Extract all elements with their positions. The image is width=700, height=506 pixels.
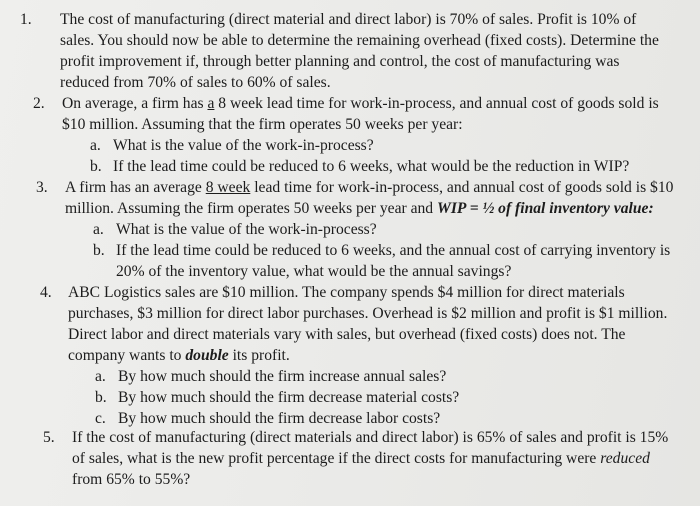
question-4c-text: By how much should the firm decrease labor costs? (118, 410, 441, 427)
question-4-line-1: ABC Logistics sales are $10 million. The company spends $4 million for direct materials (68, 284, 625, 301)
question-3-number: 3. (36, 179, 48, 196)
question-3-line-2 (65, 199, 654, 219)
question-1-line-2: sales. You should now be able to determine the remaining overhead (fixed costs). Determine the (60, 32, 659, 49)
question-2a-text: What is the value of the work-in-process? (113, 137, 374, 154)
question-1-line-1: The cost of manufacturing (direct material and direct labor) is 70% of sales. Profit is 10% of (60, 11, 637, 28)
question-4b-text: By how much should the firm decrease material costs? (118, 389, 460, 406)
question-4a-letter: a. (95, 368, 106, 385)
question-3-line-1-start: A firm has an average (65, 179, 206, 196)
question-4c-letter: c. (95, 410, 106, 427)
question-5-line-3: from 65% to 55%? (72, 471, 191, 488)
question-2b-text: If the lead time could be reduced to 6 weeks, what would be the reduction in WIP? (113, 158, 630, 175)
question-2b-letter: b. (90, 158, 102, 175)
question-3a-text: What is the value of the work-in-process? (116, 221, 377, 238)
question-4-line-4-end: its profit. (228, 347, 290, 364)
question-2-underlined-word: a (207, 95, 215, 112)
question-3b-text-line-2: 20% of the inventory value, what would be the annual savings? (116, 263, 512, 280)
question-4-number: 4. (40, 284, 52, 301)
question-2-line-1-end: 8 week lead time for work-in-process, and annual cost of goods sold is (214, 95, 659, 112)
question-1-line-3: profit improvement if, through better planning and control, the cost of manufacturing was (60, 53, 620, 70)
question-2-line-1-start: On average, a firm has (62, 95, 208, 112)
question-3b-text-line-1: If the lead time could be reduced to 6 weeks, and the annual cost of carrying inventory is (116, 242, 671, 259)
question-5-line-2-start: of sales, what is the new profit percentage if the direct costs for manufacturing were (72, 450, 601, 467)
question-1-number: 1. (20, 11, 32, 28)
question-3-line-1-end: lead time for work-in-process, and annual cost of goods sold is $10 (250, 179, 674, 196)
question-2-number: 2. (33, 95, 45, 112)
question-2a-letter: a. (90, 137, 101, 154)
question-4-line-2: purchases, $3 million for direct labor purchases. Overhead is $2 million and profit is $1 million. (68, 305, 668, 322)
question-2-line-2: $10 million. Assuming that the firm operates 50 weeks per year: (62, 116, 463, 133)
question-4-line-3: Direct labor and direct materials vary with sales, but overhead (fixed costs) does not. The (68, 326, 626, 343)
question-sheet (0, 6, 700, 506)
question-1-line-4: reduced from 70% of sales to 60% of sales. (60, 74, 331, 91)
question-4-line-4-start: company wants to (68, 347, 186, 364)
question-4a-text: By how much should the firm increase annual sales? (118, 368, 447, 385)
question-3a-letter: a. (93, 221, 104, 238)
question-5-emphasis: reduced (600, 450, 650, 467)
question-5-line-1: If the cost of manufacturing (direct materials and direct labor) is 65% of sales and profit is 15% (72, 429, 669, 446)
question-2-line-1 (62, 94, 659, 114)
question-3-underlined-phrase: 8 week (205, 179, 251, 196)
question-3-emphasis: WIP = ½ of final inventory value: (437, 200, 654, 217)
question-4b-letter: b. (95, 389, 107, 406)
question-5-line-2 (72, 449, 650, 469)
question-4-emphasis: double (185, 347, 229, 364)
question-4-line-4 (68, 346, 290, 366)
question-3-line-2-start: million. Assuming the firm operates 50 weeks per year and (65, 200, 437, 217)
question-3b-letter: b. (93, 242, 105, 259)
question-5-number: 5. (43, 429, 55, 446)
question-3-line-1 (65, 178, 673, 198)
